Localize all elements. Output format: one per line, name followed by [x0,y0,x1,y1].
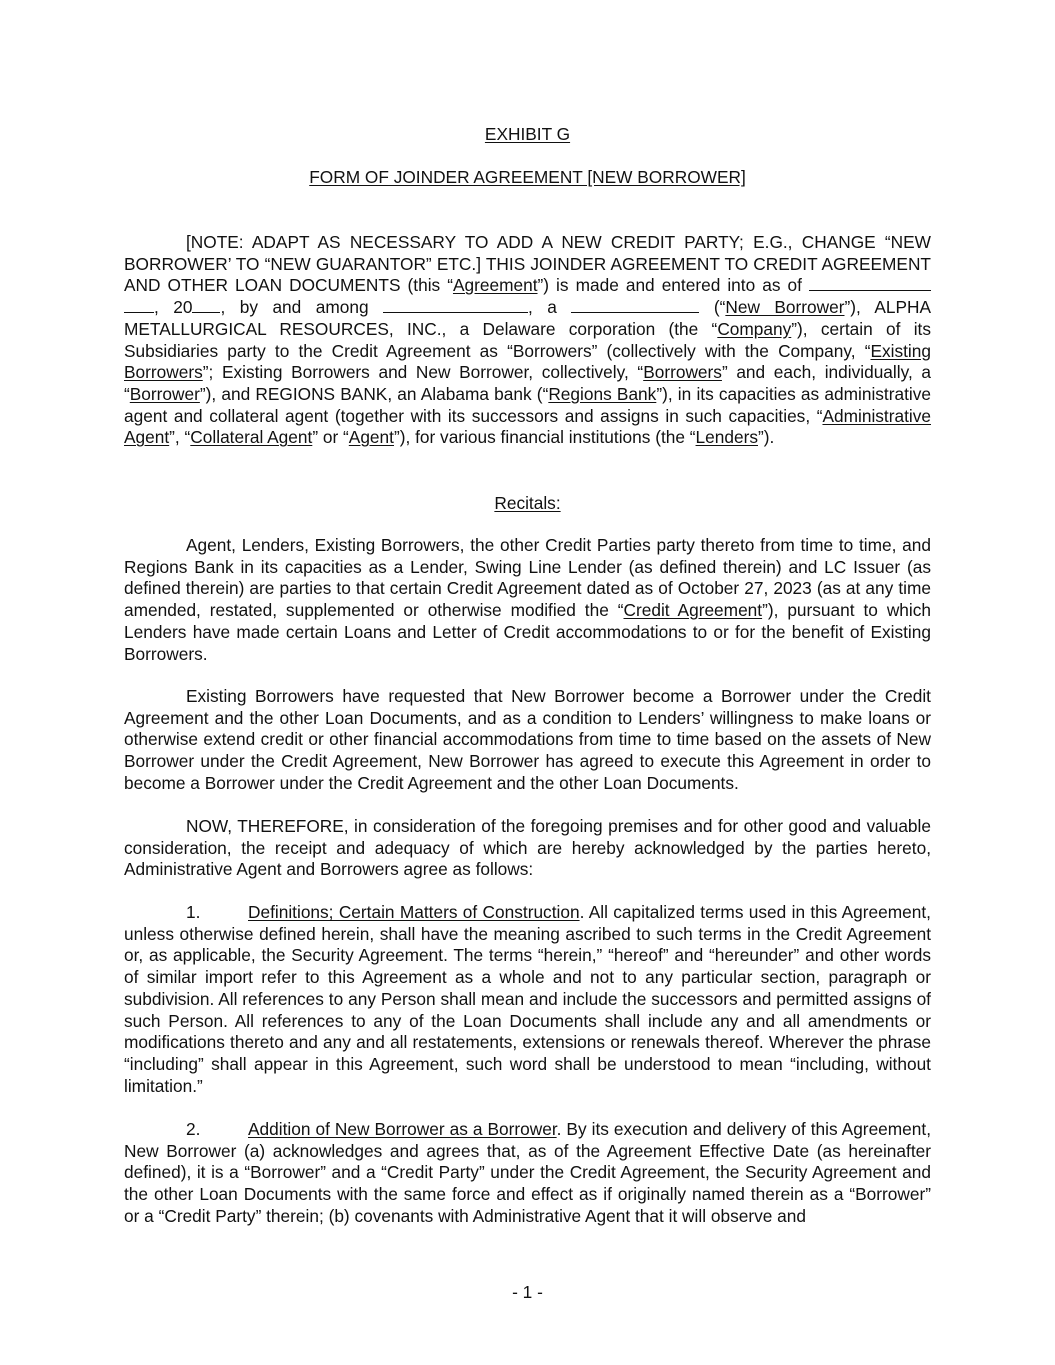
party-name-blank [383,298,528,313]
section-heading: Definitions; Certain Matters of Construction [248,902,580,922]
defined-term-borrowers: Borrowers [643,362,722,383]
section-number: 1. [186,902,201,922]
defined-term-company: Company [717,318,792,339]
form-title: FORM OF JOINDER AGREEMENT [NEW BORROWER] [309,167,746,187]
exhibit-heading: EXHIBIT G [484,124,571,144]
defined-term-new-borrower: New Borrower [725,297,845,318]
entity-type-blank [571,298,699,313]
defined-term-regions-bank: Regions Bank [548,383,657,404]
date-blank [809,276,931,291]
section-heading: Addition of New Borrower as a Borrower [248,1119,557,1139]
section-2 [124,1119,931,1228]
defined-term-borrower: Borrower [129,383,200,404]
page-number: - 1 - [512,1282,543,1302]
defined-term-collateral-agent: Collateral Agent [190,427,313,448]
recital-paragraph-3: NOW, THEREFORE, in consideration of the foregoing premises and for other good and valuable consideration, the receipt and adequacy of which are hereby acknowledged by the parties hereto, Administrative Agent and Borrowers agree as follows: [124,816,931,880]
section-1 [124,902,931,1097]
recital-paragraph-1: Agent, Lenders, Existing Borrowers, the other Credit Parties party thereto from time to time, and Regions Bank in its capacities as a Lender, Swing Line Lender (as defined therein) and LC Issuer (as defined therein) are parties to that certain Credit Agreement dated as of October 27, 2023 (as at any time amended, restated, supplemented or otherwise modified the “Credit Agreement”), pursuant to which Lenders have made certain Loans and Letter of Credit accommodations to or for the benefit of Existing Borrowers. [124,535,931,664]
defined-term-agent: Agent [348,427,394,448]
defined-term-lenders: Lenders [695,427,758,448]
defined-term-agreement: Agreement [452,275,538,296]
day-blank [124,298,154,313]
defined-term-administrative-agent: Administrative Agent [124,405,931,448]
defined-term-credit-agreement: Credit Agreement [623,600,763,621]
section-text: . By its execution and delivery of this Agreement, New Borrower (a) acknowledges and agrees that, as of the Agreement Effective Date (as hereinafter defined), it is a “Borrower” and a “Credit Party” under the Credit Agreement, the Security Agreement and the other Loan Documents with the same force and effect as if originally named therein as a “Borrower” or a “Credit Party” therein; (b) covenants with Administrative Agent that it will observe and [124,1119,932,1226]
year-blank [192,298,220,313]
defined-term-existing-borrowers: Existing Borrowers [124,340,931,383]
recitals-heading: Recitals: [494,493,561,513]
section-number: 2. [186,1119,201,1139]
intro-paragraph: [NOTE: ADAPT AS NECESSARY TO ADD A NEW CREDIT PARTY; E.G., CHANGE “NEW BORROWER’ TO “NEW GUARANTOR” ETC.] THIS JOINDER AGREEMENT TO CREDIT AGREEMENT AND OTHER LOAN DOCUMENTS (this “Agreement”) is made and entered into as of , 20 , by and among , a (“New Borrower”), ALPHA METALLURGICAL RESOURCES, INC., a Delaware corporation (the “Company”), certain of its Subsidiaries party to the Credit Agreement as “Borrowers” (collectively with the Company, “Existing Borrowers”; Existing Borrowers and New Borrower, collectively, “Borrowers” and each, individually, a “Borrower”), and REGIONS BANK, an Alabama bank (“Regions Bank”), in its capacities as administrative agent and collateral agent (together with its successors and assigns in such capacities, “Administrative Agent”, “Collateral Agent” or “Agent”), for various financial institutions (the “Lenders”). [124,232,931,448]
section-text: . All capitalized terms used in this Agreement, unless otherwise defined herein, shall have the meaning ascribed to such terms in the Credit Agreement or, as applicable, the Security Agreement. The terms “herein,” “hereof” and “hereunder” and other words of similar import refer to this Agreement as a whole and not to any particular section, paragraph or subdivision. All references to any Person shall mean and include the successors and permitted assigns of such Person. All references to any of the Loan Documents shall include any and all amendments or modifications thereto and any and all restatements, extensions or renewals thereof. Wherever the phrase “including” shall appear in this Agreement, such word shall be understood to mean “including, without limitation.” [124,902,931,1096]
recital-paragraph-2: Existing Borrowers have requested that New Borrower become a Borrower under the Credit Agreement and the other Loan Documents, and as a condition to Lenders’ willingness to make loans or otherwise extend credit or other financial accommodations from time to time based on the assets of New Borrower under the Credit Agreement, New Borrower has agreed to execute this Agreement in order to become a Borrower under the Credit Agreement and the other Loan Documents. [124,686,931,793]
